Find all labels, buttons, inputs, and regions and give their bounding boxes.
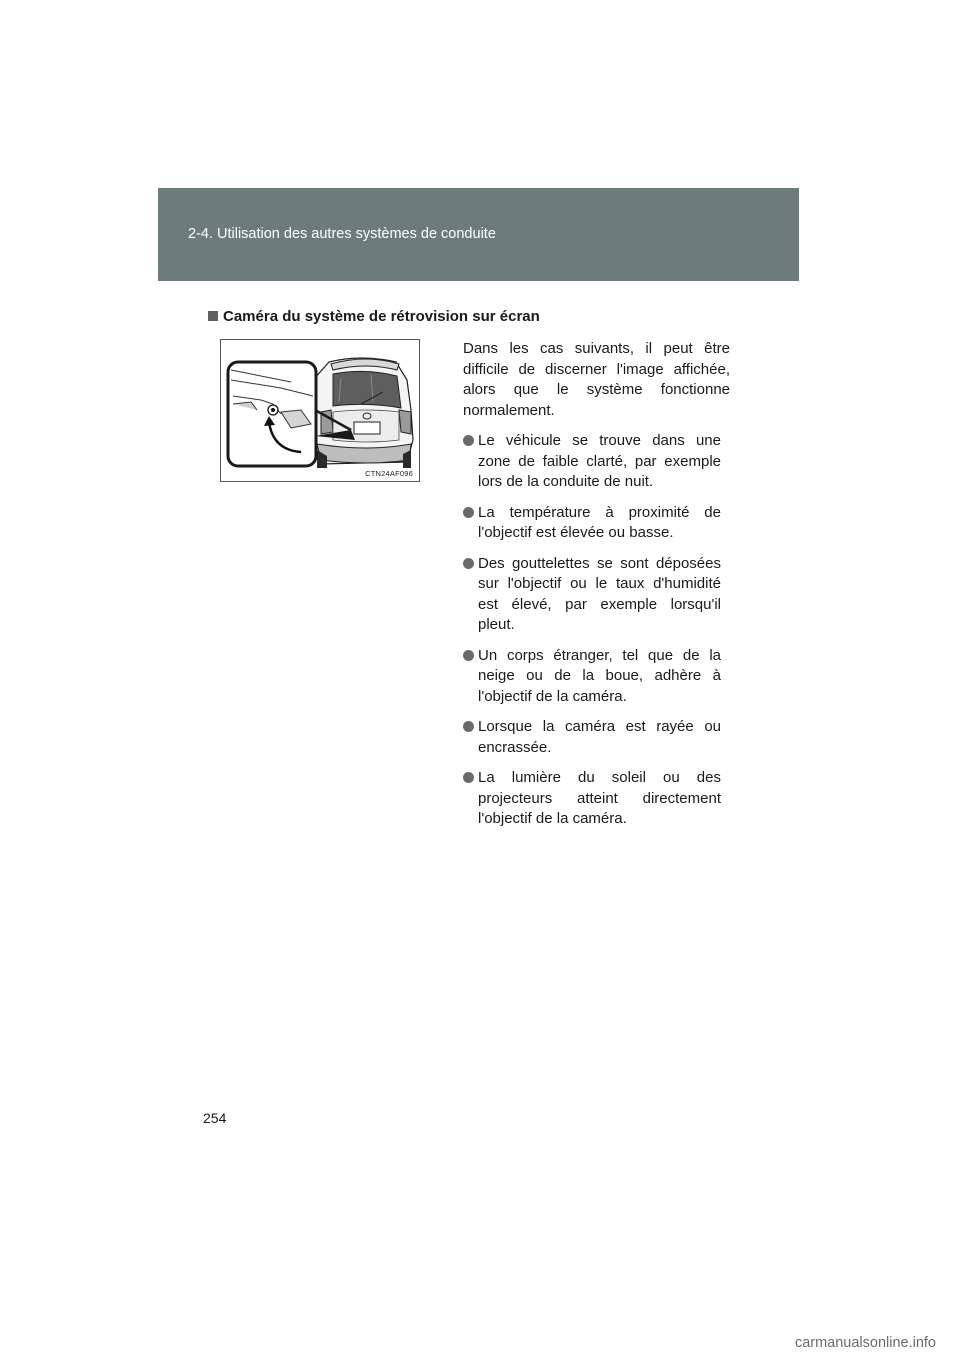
bullet-dot-icon (463, 721, 474, 732)
list-item (463, 431, 721, 493)
section-heading (208, 308, 540, 325)
bullet-dot-icon (463, 507, 474, 518)
bullet-dot-icon (463, 650, 474, 661)
chapter-title: 2-4. Utilisation des autres systèmes de conduite (188, 226, 496, 242)
bullet-dot-icon (463, 558, 474, 569)
list-item (463, 717, 721, 758)
camera-location-illustration (220, 339, 420, 482)
conditions-list (463, 431, 721, 830)
bullet-dot-icon (463, 435, 474, 446)
list-item-text: Un corps étranger, tel que de la neige ou de la boue, adhère à l'objectif de la caméra. (478, 646, 721, 705)
list-item-text: Lorsque la caméra est rayée ou encrassée. (478, 718, 721, 756)
list-item (463, 554, 721, 636)
body-text-column (463, 339, 730, 840)
bullet-dot-icon (463, 772, 474, 783)
figure-code: CTN24AF096 (365, 469, 413, 478)
list-item-text: Le véhicule se trouve dans une zone de faible clarté, par exemple lors de la conduite de nuit. (478, 432, 721, 490)
section-heading-text: Caméra du système de rétrovision sur écran (223, 308, 540, 325)
square-bullet-icon (208, 311, 218, 321)
rear-vehicle-drawing (221, 340, 419, 481)
list-item-text: Des gouttelettes se sont déposées sur l'objectif ou le taux d'humidité est élevé, par exemple lorsqu'il pleut. (478, 554, 721, 633)
list-item-text: La température à proximité de l'objectif est élevée ou basse. (478, 503, 721, 541)
intro-paragraph: Dans les cas suivants, il peut être difficile de discerner l'image affichée, alors que le système fonctionne normalement. (463, 340, 730, 419)
list-item-text: La lumière du soleil ou des projecteurs atteint directement l'objectif de la caméra. (478, 769, 721, 827)
chapter-header-band (158, 188, 799, 281)
page-number: 254 (203, 1110, 227, 1126)
list-item (463, 646, 721, 708)
watermark: carmanualsonline.info (794, 1335, 936, 1351)
list-item (463, 768, 721, 830)
list-item (463, 503, 721, 544)
